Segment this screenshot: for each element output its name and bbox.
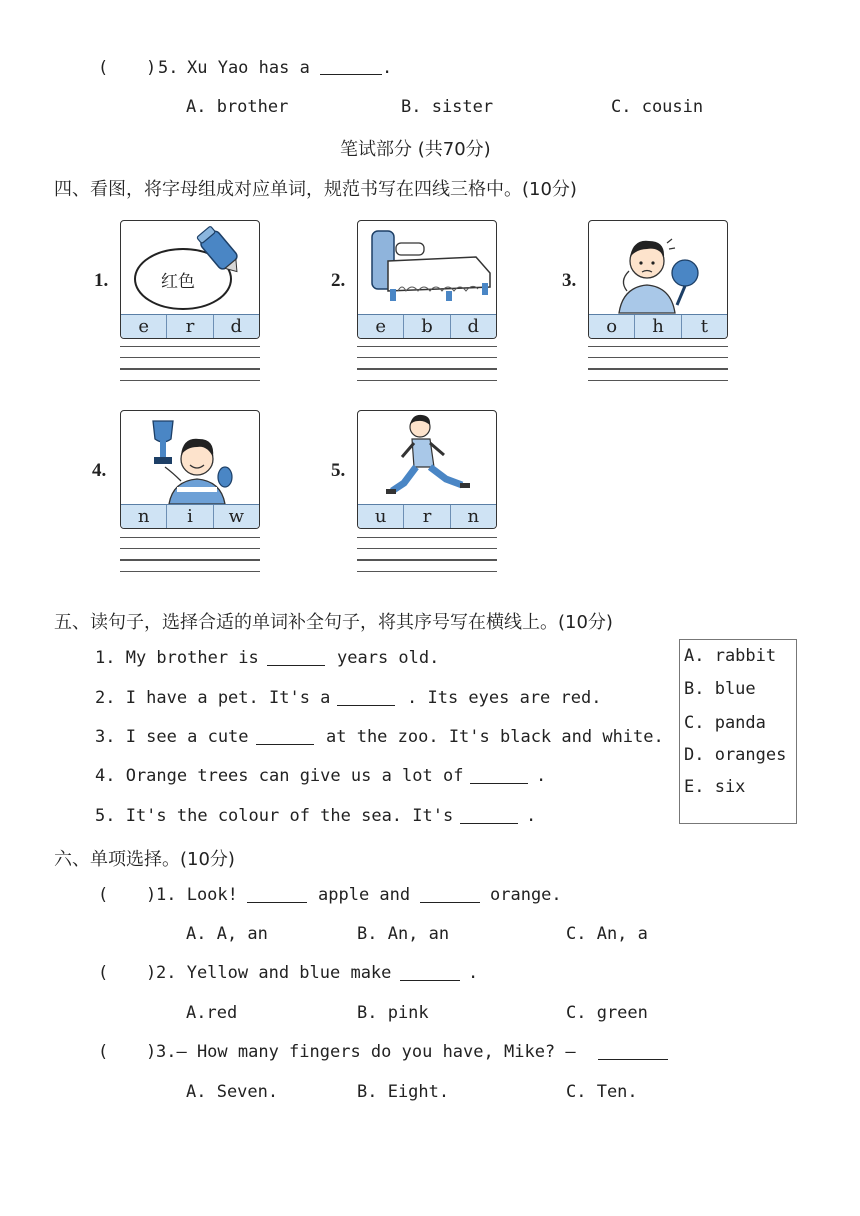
section4-title: 四、看图，将字母组成对应单词，规范书写在四线三格中。(10分): [54, 179, 577, 200]
answer-paren-close: ): [146, 885, 157, 905]
letter: i: [167, 505, 213, 528]
option-a: A. A, an: [186, 924, 268, 944]
written-part-title: 笔试部分 (共70分): [340, 139, 491, 160]
option-c: C. cousin: [611, 97, 704, 117]
option-b: B. sister: [401, 97, 494, 117]
sentence-1-pre: 1. My brother is: [95, 648, 259, 668]
letter: o: [589, 315, 635, 338]
letter: n: [467, 506, 480, 527]
sentence-5-post: .: [526, 806, 537, 826]
sentence-5-pre: 5. It's the colour of the sea. It's: [95, 806, 454, 826]
option-a: A.red: [186, 1003, 238, 1023]
answer-blank[interactable]: [460, 809, 518, 824]
sentence-2-post: . Its eyes are red.: [407, 688, 602, 708]
sentence-2-pre: 2. I have a pet. It's a: [95, 688, 331, 708]
option-c: C. green: [566, 1003, 648, 1023]
picture-card-3: [588, 220, 728, 339]
answer-blank[interactable]: [598, 1045, 668, 1060]
letter: w: [228, 506, 245, 527]
word-option: C. panda: [684, 713, 766, 733]
letter: d: [230, 316, 243, 337]
answer-paren-open: (: [98, 58, 109, 78]
answer-blank[interactable]: [400, 966, 460, 981]
writing-lines[interactable]: [357, 537, 497, 582]
writing-lines[interactable]: [120, 537, 260, 582]
letter: b: [404, 315, 450, 338]
sentence-1-post: years old.: [337, 648, 440, 668]
letter: r: [404, 505, 450, 528]
word-option: B. blue: [684, 679, 756, 699]
item-number: 3.: [562, 270, 577, 291]
sentence-4-pre: 4. Orange trees can give us a lot of: [95, 766, 464, 786]
sentence-4-post: .: [536, 766, 547, 786]
letter: u: [358, 505, 404, 528]
picture-label: 红色: [161, 272, 195, 292]
answer-paren-close: ): [146, 58, 157, 78]
option-c: C. An, a: [566, 924, 648, 944]
answer-paren-open: (: [98, 1042, 109, 1062]
writing-lines[interactable]: [588, 346, 728, 391]
item-number: 5.: [331, 460, 346, 481]
option-c: C. Ten.: [566, 1082, 638, 1102]
question-1-stem: 1. Look!: [156, 885, 238, 905]
answer-blank[interactable]: [247, 888, 307, 903]
question-number: 5.: [158, 58, 179, 78]
sentence-3-pre: 3. I see a cute: [95, 727, 249, 747]
question-1-stem-post: orange.: [490, 885, 562, 905]
letter: e: [358, 315, 404, 338]
option-a: A. Seven.: [186, 1082, 279, 1102]
word-option: E. six: [684, 777, 746, 797]
letter: e: [121, 315, 167, 338]
question-stem: Xu Yao has a: [187, 58, 310, 78]
winner-trophy-icon: [121, 411, 259, 504]
picture-card-2: [357, 220, 497, 339]
letter: d: [467, 316, 480, 337]
letter-strip: [358, 314, 496, 338]
option-b: B. pink: [357, 1003, 429, 1023]
letter: r: [167, 315, 213, 338]
bed-icon: [358, 221, 496, 314]
letter-strip: [358, 504, 496, 528]
writing-lines[interactable]: [357, 346, 497, 391]
item-number: 4.: [92, 460, 107, 481]
picture-card-4: [120, 410, 260, 529]
option-a: A. brother: [186, 97, 289, 117]
answer-blank[interactable]: [267, 651, 325, 666]
section6-title: 六、单项选择。(10分): [54, 849, 235, 870]
answer-blank[interactable]: [256, 730, 314, 745]
question-1-stem-mid: apple and: [318, 885, 411, 905]
option-b: B. Eight.: [357, 1082, 450, 1102]
sentence-3-post: at the zoo. It's black and white.: [326, 727, 664, 747]
item-number: 2.: [331, 270, 346, 291]
question-end: .: [382, 58, 393, 78]
answer-paren-open: (: [98, 885, 109, 905]
option-b: B. An, an: [357, 924, 450, 944]
answer-paren-close: ): [146, 1042, 157, 1062]
answer-paren-open: (: [98, 963, 109, 983]
word-option: D. oranges: [684, 745, 787, 765]
letter-strip: [589, 314, 727, 338]
letter: n: [121, 505, 167, 528]
answer-blank[interactable]: [470, 769, 528, 784]
hot-boy-icon: [589, 221, 727, 314]
letter-strip: [121, 314, 259, 338]
answer-blank[interactable]: [337, 691, 395, 706]
item-number: 1.: [94, 270, 109, 291]
question-2-stem-post: .: [468, 963, 479, 983]
letter-strip: [121, 504, 259, 528]
letter: h: [635, 315, 681, 338]
writing-lines[interactable]: [120, 346, 260, 391]
picture-card-5: [357, 410, 497, 529]
answer-blank[interactable]: [320, 60, 382, 75]
letter: t: [700, 316, 708, 337]
question-3-stem: 3.— How many fingers do you have, Mike? —: [156, 1042, 576, 1062]
section5-title: 五、读句子，选择合适的单词补全句子，将其序号写在横线上。(10分): [54, 612, 613, 633]
answer-paren-close: ): [146, 963, 157, 983]
word-bank: [679, 639, 797, 824]
question-2-stem: 2. Yellow and blue make: [156, 963, 392, 983]
running-boy-icon: [358, 411, 496, 504]
word-option: A. rabbit: [684, 646, 777, 666]
picture-card-1: [120, 220, 260, 339]
answer-blank[interactable]: [420, 888, 480, 903]
